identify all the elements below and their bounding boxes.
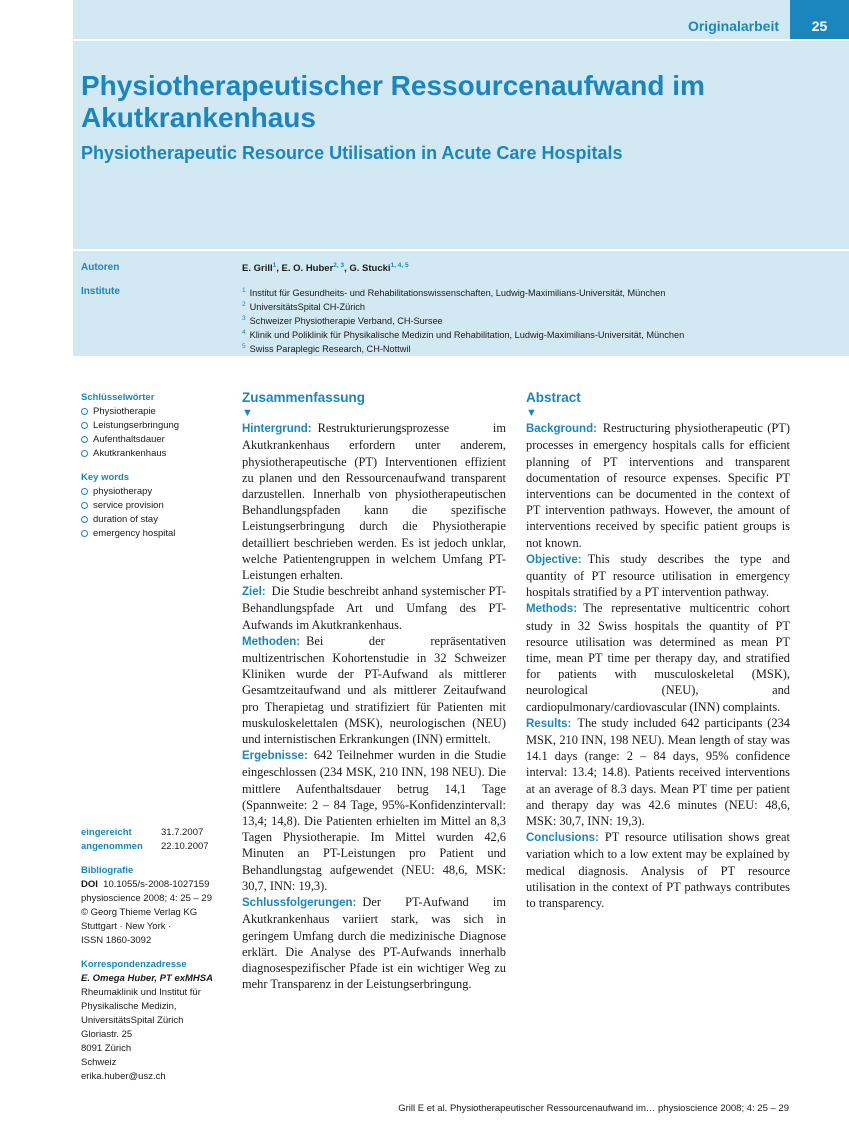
received-row bbox=[81, 826, 209, 840]
abstract-heading: Methods: bbox=[526, 603, 578, 616]
keyword-text: Aufenthaltsdauer bbox=[93, 434, 165, 445]
institute-text: Schweizer Physiotherapie Verband, CH-Sursee bbox=[249, 316, 443, 327]
institute-item bbox=[242, 327, 684, 341]
bibliography-title: Bibliografie bbox=[81, 865, 134, 876]
bibliography-line: © Georg Thieme Verlag KG bbox=[81, 907, 198, 918]
institute-list bbox=[242, 285, 684, 355]
keyword-item bbox=[81, 433, 179, 447]
correspondence-title: Korrespondenzadresse bbox=[81, 959, 187, 970]
keyword-item bbox=[81, 513, 175, 527]
institute-text: Klinik und Poliklinik für Physikalische Medizin und Rehabilitation, Ludwig-Maximilians-Universität, München bbox=[249, 330, 685, 341]
abstract-column bbox=[526, 390, 790, 911]
bullet-icon bbox=[81, 422, 88, 429]
correspondence-email[interactable]: erika.huber@usz.ch bbox=[81, 1071, 166, 1082]
author-name: E. Grill bbox=[242, 263, 273, 275]
bullet-icon bbox=[81, 450, 88, 457]
keyword-item bbox=[81, 419, 179, 433]
correspondence-name: E. Omega Huber, PT exMHSA bbox=[81, 973, 213, 984]
summary-paragraph bbox=[242, 633, 506, 747]
institute-item bbox=[242, 341, 684, 355]
keyword-text: duration of stay bbox=[93, 514, 158, 525]
triangle-down-icon: ▼ bbox=[242, 407, 253, 420]
correspondence-line: Rheumaklinik und Institut für bbox=[81, 987, 201, 998]
abstract-heading: Results: bbox=[526, 717, 572, 730]
keyword-text: Physiotherapie bbox=[93, 406, 156, 417]
summary-text: Restrukturierungsprozesse im Akutkrankenhaus erfordern unter anderem, physiotherapeutische (PT) Interventionen effizient zu planen und den Ressourcenaufwand transparent darzustellen. Innerhalb von physiotherapeutischen Behandlungspfaden kann die spezifische Leistungserbringung durch die Physiotherapie detailliert beschrieben werden. Es ist jedoch unklar, welche Patientengruppen in welchem Umfang PT-Leistungen erhalten. bbox=[242, 421, 506, 583]
abstract-text: The representative multicentric cohort study in 32 Swiss hospitals the quantity of PT resource utilisation was determined as mean PT time, mean PT time per therapy day, and stratified for patients with musculoskeletal (MSK), neurological (NEU), and cardiopulmonary/cardiovascular (INN) complaints. bbox=[526, 601, 790, 714]
keyword-text: physiotherapy bbox=[93, 486, 153, 497]
institute-item bbox=[242, 285, 684, 299]
abstract-heading: Conclusions: bbox=[526, 832, 599, 845]
keywords-german-title: Schlüsselwörter bbox=[81, 392, 155, 403]
doi-label: DOI bbox=[81, 879, 98, 890]
summary-text: 642 Teilnehmer wurden in die Studie eingeschlossen (234 MSK, 210 INN, 198 NEU). Die mittlere Aufenthaltsdauer betrug 14,1 Tage (Spannweite: 2 – 84 Tage, 95%-Konfidenzintervall: 13,4; 14,8). Die Patienten erhielten im Mittel an 8,3 Tagen Physiotherapie. Im Mittel wurden 42,6 Minuten an PT-Leistungen pro Patient und Behandlungstag aufgewendet (NEU: 48,6, MSK: 30,7, INN: 19,3). bbox=[242, 748, 506, 893]
summary-paragraph bbox=[242, 420, 506, 583]
keyword-text: Akutkrankenhaus bbox=[93, 448, 167, 459]
summary-text: Der PT-Aufwand im Akutkrankenhaus variiert stark, was sich in geringem Umfang durch die medizinische Diagnose erklärt. Die Analyse des PT-Aufwands innerhalb diagnosespezifischer Pfade ist ein wichtiger Weg zu mehr Transparenz in der Leistungserbringung. bbox=[242, 895, 506, 992]
header-divider bbox=[73, 39, 849, 41]
abstract-text: PT resource utilisation shows great variation which to a low extent may be explained by medical diagnosis. Analysis of PT resource utilisation in the context of PT pathways contributes to transparency. bbox=[526, 830, 790, 911]
keyword-item bbox=[81, 485, 175, 499]
abstract-paragraph bbox=[526, 715, 790, 829]
bullet-icon bbox=[81, 436, 88, 443]
institute-number: 1 bbox=[242, 287, 246, 294]
meta-divider bbox=[73, 249, 849, 250]
page-number: 25 bbox=[811, 18, 828, 34]
keywords-german bbox=[81, 391, 179, 461]
bullet-icon bbox=[81, 408, 88, 415]
summary-heading: Methoden: bbox=[242, 635, 301, 648]
author-affiliation: 2, 3 bbox=[333, 262, 345, 269]
received-date: 31.7.2007 bbox=[161, 827, 204, 838]
institute-text: Swiss Paraplegic Research, CH-Nottwil bbox=[249, 344, 411, 355]
keywords-english-title: Key words bbox=[81, 472, 130, 483]
keyword-item bbox=[81, 527, 175, 541]
abstract-paragraph bbox=[526, 829, 790, 911]
keyword-item bbox=[81, 499, 175, 513]
bullet-icon bbox=[81, 516, 88, 523]
keywords-english bbox=[81, 471, 175, 541]
bibliography-line: physioscience 2008; 4: 25 – 29 bbox=[81, 893, 212, 904]
title-english: Physiotherapeutic Resource Utilisation in Acute Care Hospitals bbox=[81, 143, 623, 163]
bibliography-line: ISSN 1860-3092 bbox=[81, 935, 152, 946]
keyword-text: Leistungserbringung bbox=[93, 420, 180, 431]
abstract-heading: Background: bbox=[526, 423, 597, 436]
bullet-icon bbox=[81, 502, 88, 509]
doi-value: 10.1055/s-2008-1027159 bbox=[103, 879, 210, 890]
correspondence bbox=[81, 958, 213, 1084]
bullet-icon bbox=[81, 488, 88, 495]
institute-item bbox=[242, 299, 684, 313]
abstract-text: Restructuring physiotherapeutic (PT) processes in emergency hospitals calls for efficient planning of PT interventions and transparent documentation of resource expenses. Specific PT interventions can be documented in the context of PT intervention pathways. However, the amount of interventions received by specific patient groups is not known. bbox=[526, 421, 790, 550]
correspondence-line: UniversitätsSpital Zürich bbox=[81, 1015, 184, 1026]
keyword-text: emergency hospital bbox=[93, 528, 176, 539]
author-affiliation: 1 bbox=[272, 262, 277, 269]
institute-number: 3 bbox=[242, 315, 246, 323]
author-name: G. Stucki bbox=[349, 263, 391, 275]
abstract-title: Abstract bbox=[526, 390, 581, 405]
correspondence-line: 8091 Zürich bbox=[81, 1043, 132, 1054]
zusammenfassung-column bbox=[242, 390, 506, 992]
accepted-row bbox=[81, 840, 209, 854]
summary-heading: Ergebnisse: bbox=[242, 750, 308, 763]
institute-text: Institut für Gesundheits- und Rehabilitationswissenschaften, Ludwig-Maximilians-Universität, München bbox=[249, 288, 666, 299]
summary-paragraph bbox=[242, 747, 506, 894]
abstract-heading: Objective: bbox=[526, 553, 582, 566]
keyword-item bbox=[81, 405, 179, 419]
section-label: Originalarbeit bbox=[687, 18, 779, 34]
abstract-text: This study describes the type and quantity of PT resource utilisation in emergency hospitals stratified by a PT intervention pathway. bbox=[526, 551, 790, 600]
bibliography-line: Stuttgart · New York · bbox=[81, 921, 172, 932]
correspondence-line: Schweiz bbox=[81, 1057, 117, 1068]
author-affiliation: 1, 4, 5 bbox=[390, 262, 409, 269]
author-name: E. O. Huber bbox=[281, 263, 334, 275]
page-number-box bbox=[790, 0, 849, 39]
bibliography bbox=[81, 864, 212, 948]
author-list: E. Grill$^1$, E. O. Huber$^{2, 3}$, G. Stucki$^{1, 4, 5}$ bbox=[242, 262, 409, 275]
keyword-item bbox=[81, 447, 179, 461]
institutes-label: Institute bbox=[81, 286, 120, 297]
correspondence-line: Gloriastr. 25 bbox=[81, 1029, 133, 1040]
summary-text: Bei der repräsentativen multizentrischen Kohortenstudie in 32 Schweizer Kliniken wurde der PT-Aufwand als mittlerer Gesamtzeitaufwand und als mittlerer Zeitaufwand pro Therapietag und stratifiziert für Patienten mit muskuloskelettalen (MSK), neurologischen (NEU) und internistischen Erkrankungen (INN) ermittelt. bbox=[242, 633, 506, 747]
abstract-paragraph bbox=[526, 551, 790, 601]
summary-paragraph bbox=[242, 583, 506, 633]
summary-text: Die Studie beschreibt anhand systemischer PT-Behandlungspfade Art und Umfang des PT-Aufwands im Akutkrankenhaus. bbox=[242, 584, 506, 632]
institute-number: 4 bbox=[242, 329, 246, 337]
bullet-icon bbox=[81, 530, 88, 537]
submission-dates bbox=[81, 826, 209, 854]
authors-label: Autoren bbox=[81, 262, 120, 273]
summary-heading: Ziel: bbox=[242, 586, 266, 599]
summary-heading: Hintergrund: bbox=[242, 423, 312, 436]
triangle-down-icon: ▼ bbox=[526, 407, 537, 420]
abstract-paragraph bbox=[526, 600, 790, 714]
abstract-paragraph bbox=[526, 420, 790, 551]
summary-heading: Schlussfolgerungen: bbox=[242, 897, 357, 910]
institute-text: UniversitätsSpital CH-Zürich bbox=[249, 302, 366, 313]
accepted-label: angenommen bbox=[81, 841, 143, 852]
doi-row bbox=[81, 878, 212, 892]
correspondence-line: Physikalische Medizin, bbox=[81, 1001, 177, 1012]
abstract-text: The study included 642 participants (234 MSK, 210 INN, 198 NEU). Mean length of stay was 14.1 days (range: 2 – 84 days, 95% confidence interval: 13.4; 14.8). Patients received interventions at an average of 8.3 days. Mean PT time per patient and therapy day was 42.6 minutes (NEU: 48,6, MSK: 30,7, INN: 19,3). bbox=[526, 715, 790, 829]
accepted-date: 22.10.2007 bbox=[161, 841, 209, 852]
title-german: Physiotherapeutischer Ressourcenaufwand im Akutkrankenhaus bbox=[81, 70, 705, 133]
institute-number: 2 bbox=[242, 301, 246, 309]
summary-paragraph bbox=[242, 894, 506, 992]
keyword-text: service provision bbox=[93, 500, 164, 511]
page-footer: Grill E et al. Physiotherapeutischer Ressourcenaufwand im… physioscience 2008; 4: 25 – 29 bbox=[398, 1103, 789, 1114]
institute-item bbox=[242, 313, 684, 327]
institute-number: 5 bbox=[242, 343, 246, 351]
received-label: eingereicht bbox=[81, 827, 132, 838]
zusammenfassung-title: Zusammenfassung bbox=[242, 390, 366, 405]
